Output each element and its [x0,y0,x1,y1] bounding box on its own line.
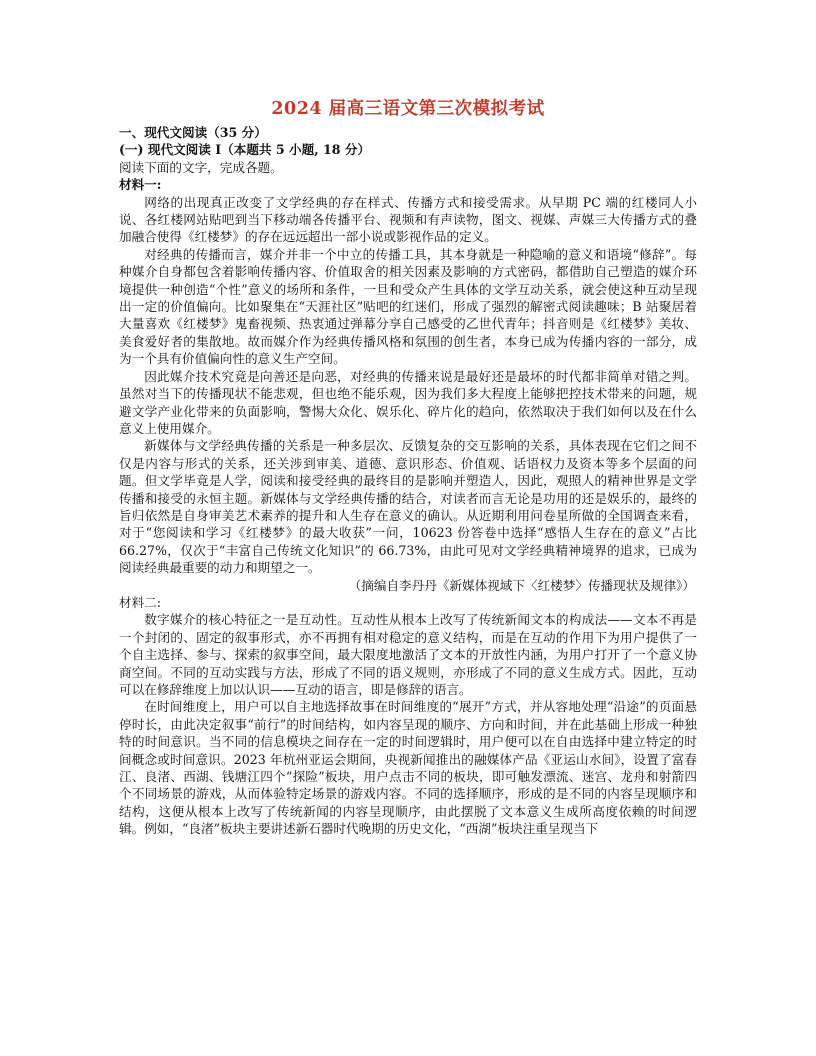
document-page [119,96,697,838]
material-two-paragraph: 数字媒介的核心特征之一是互动性。互动性从根本上改写了传统新闻文本的构成法——文本不再是一个封闭的、固定的叙事形式，亦不再拥有相对稳定的意义结构，而是在互动的作用下为用户提供了一个自主选择、参与、探索的叙事空间，最大限度地激活了文本的开放性内涵，为用户打开了一个意义协商空间。不同的互动实践与方法，形成了不同的语义规则，亦形成了不同的意义生成方式。因此，互动可以在修辞维度上加以认识——互动的语言，即是修辞的语言。 [119,612,697,697]
material-one-label: 材料一: [119,177,162,193]
section-heading: 一、现代文阅读（35 分） [119,125,267,140]
material-two-label: 材料二: [119,594,162,610]
instruction-text: 阅读下面的文字，完成各题。 [119,159,283,175]
subsection-heading: (一) 现代文阅读 I（本题共 5 小题, 18 分） [119,142,371,158]
material-two-paragraph: 在时间维度上，用户可以自主地选择故事在时间维度的“展开”方式，并从容地处理“沿途”的页面悬停时长，由此决定叙事“前行”的时间结构，如内容呈现的顺序、方向和时间，并在此基础上形成一种独特的时间意识。当不同的信息模块之间存在一定的时间逻辑时，用户便可以在自由选择中建立特定的时间概念或时间意识。2023 年杭州亚运会期间，央视新闻推出的融媒体产品《亚运山水间》，设置了富春江、良渚、西湖、钱塘江四个“探险”板块，用户点击不同的板块，即可触发漂流、迷宫、龙舟和射箭四个不同场景的游戏，从而体验特定场景的游戏内容。不同的选择顺序，形成的是不同的内容呈现顺序和结构，这便从根本上改写了传统新闻的内容呈现顺序，由此摆脱了文本意义生成所高度依赖的时间逻辑。例如，“良渚”板块主要讲述新石器时代晚期的历史文化，“西湖”板块注重呈现当下 [119,699,697,837]
material-one-paragraph: 因此媒介技术究竟是向善还是向恶，对经典的传播来说是最好还是最坏的时代都非简单对错之判。虽然对当下的传播现状不能悲观，但也绝不能乐观，因为我们多大程度上能够把控技术带来的问题，规避文学产业化带来的负面影响，警惕大众化、娱乐化、碎片化的趋向，依然取决于我们如何以及在什么意义上使用媒介。 [119,368,697,436]
material-one-paragraph: 新媒体与文学经典传播的关系是一种多层次、反馈复杂的交互影响的关系，具体表现在它们之间不仅是内容与形式的关系，还关涉到审美、道德、意识形态、价值观、话语权力及资本等多个层面的问题。但文学毕竟是人学，阅读和接受经典的最终目的是影响并塑造人，因此，观照人的精神世界是文学传播和接受的永恒主题。新媒体与文学经典传播的结合，对读者而言无论是功用的还是娱乐的，最终的旨归依然是自身审美艺术素养的提升和人生存在意义的确认。从近期利用问卷星所做的全国调查来看，对于“您阅读和学习《红楼梦》的最大收获”一问，10623 份答卷中选择“感悟人生存在的意义”占比 66.27%，仅次于“丰富自己传统文化知识”的 66.73%，由此可见对文学经典精神境界的追求，已成为阅读经典最重要的动力和期望之一。 [119,438,697,576]
document-title: 2024 届高三语文第三次模拟考试 [271,99,545,119]
material-one-paragraph: 对经典的传播而言，媒介并非一个中立的传播工具，其本身就是一种隐喻的意义和语境“修辞”。每种媒介自身都包含着影响传播内容、价值取舍的相关因素及影响的方式密码，都借助自己塑造的媒介环境提供一种创造“个性”意义的场所和条件，一旦和受众产生具体的文学互动关系，就会使这种互动呈现出一定的价值偏向。比如聚集在“天涯社区”贴吧的红迷们，形成了强烈的解密式阅读趣味；B 站聚居着大量喜欢《红楼梦》鬼畜视频、热衷通过弹幕分享自己感受的乙世代青年；抖音则是《红楼梦》美妆、美食爱好者的集散地。故而媒介作为经典传播风格和氛围的创生者，本身已成为传播内容的一部分，成为一个具有价值偏向性的意义生产空间。 [119,246,697,367]
material-one-paragraph: 网络的出现真正改变了文学经典的存在样式、传播方式和接受需求。从早期 PC 端的红楼同人小说、各红楼网站贴吧到当下移动端各传播平台、视频和有声读物，图文、视媒、声媒三大传播方式的叠加融合使得《红楼梦》的存在远远超出一部小说或影视作品的定义。 [119,194,697,245]
material-one-source: （摘编自李丹丹《新媒体视域下〈红楼梦〉传播现状及规律》） [348,577,695,593]
